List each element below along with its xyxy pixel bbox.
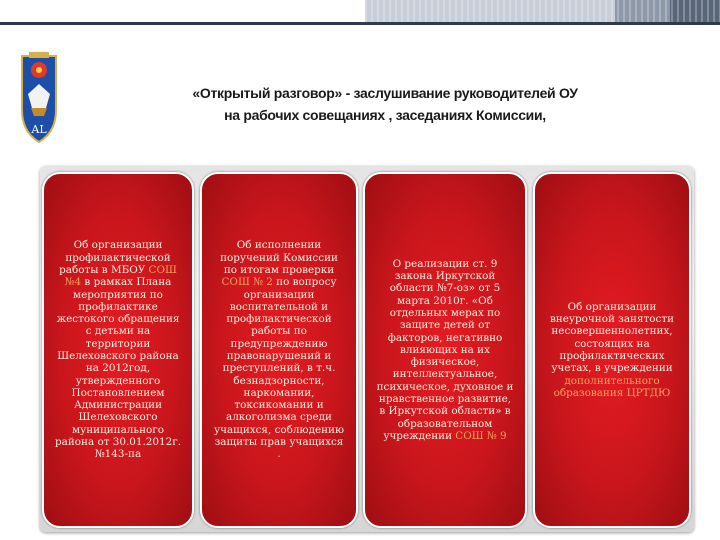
top-bar-stripes: [365, 0, 720, 22]
school-highlight: СОШ № 2: [221, 276, 273, 289]
school-highlight: СОШ № 9: [455, 429, 507, 442]
page-title-line-2: на рабочих совещаниях , заседаниях Комиссии,: [224, 107, 546, 123]
coat-of-arms-icon: [14, 48, 64, 148]
card-text: Об исполнении поручений Комиссии по итогам проверки СОШ № 2 по вопросу организации воспитательной и профилактической работы по предупреждению правонарушений и преступлений, в т.ч. безнадзорности, наркомании, токсикомании и алкоголизма среди учащихся, соблюдению защиты прав учащихся .: [213, 239, 345, 461]
card-sosh-2: [200, 172, 358, 528]
card-sosh-9: [363, 172, 527, 528]
card-text: О реализации ст. 9 закона Иркутской области №7-оз» от 5 марта 2010г. «Об отдельных мерах по защите детей от факторов, негативно влияющих на их физическое, интеллектуальное, психическое, духовное и нравственное развитие, в Иркутской области» в образовательном учреждении СОШ № 9: [376, 257, 514, 442]
top-decorative-bar: [0, 0, 720, 22]
card-mbou-sosh-4: [42, 172, 194, 528]
header-divider: [0, 22, 720, 25]
card-text: Об организации внеурочной занятости несовершеннолетних, состоящих на профилактических учетах, в учреждении дополнительного образования ЦРТДЮ: [549, 300, 675, 399]
card-text: Об организации профилактической работы в МБОУ СОШ №4 в рамках Плана мероприятия по профилактике жестокого обращения с детьми на территории Шелеховского района на 2012год, утвержденного Постановлением Администрации Шелеховского муниципального района от 30.01.2012г. №143-па: [55, 239, 181, 461]
school-highlight: дополнительного образования ЦРТДЮ: [553, 374, 671, 399]
emblem-letters: AL: [31, 123, 47, 136]
page-title-line-1: «Открытый разговор» - заслушивание руководителей ОУ: [192, 85, 578, 101]
school-highlight: СОШ №4: [64, 263, 177, 289]
card-crtdyu: [533, 172, 691, 528]
